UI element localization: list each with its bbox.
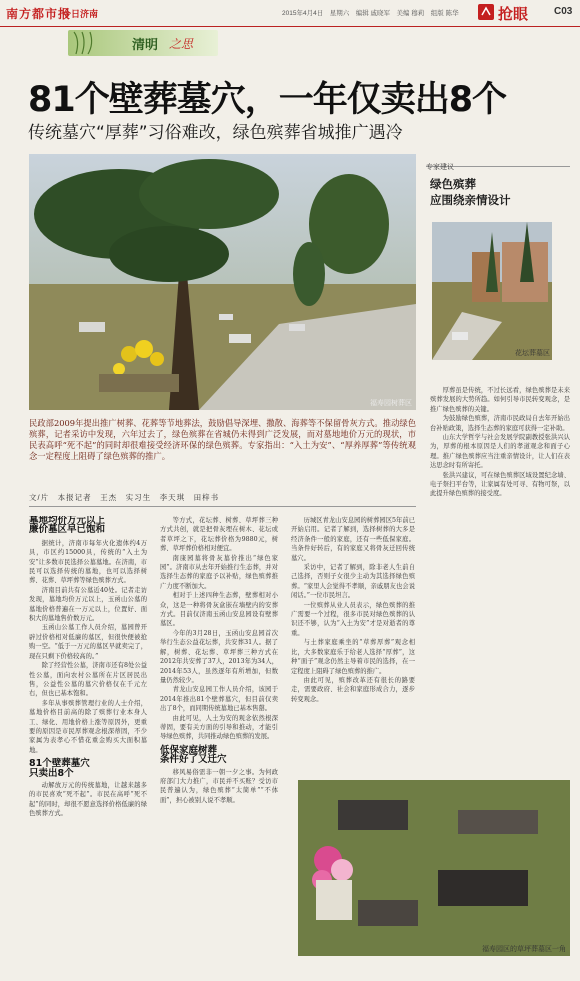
article-column-2: [160, 516, 278, 976]
sidebar-photo: [432, 222, 552, 360]
col1-paragraph: 多年从事殡葬管理行业的人士介绍，墓地价格目前高的除了殡葬行业本身人工、绿化、用地价格上涨等原因外，更重要的原因是市民厚葬观念根深蒂固，不少家属为表孝心不惜花重金购买大面积墓地。: [29, 699, 147, 754]
main-photo-caption: 福寿园树葬区: [370, 400, 412, 407]
divider: [29, 506, 416, 507]
col1-paragraph: 据统计，济南市每年火化遗体约4万具，市区约15000具，传统的“入土为安”让多数市民选择公墓墓地。在济南，市民可以选择传统的墓地，也可以选择树葬、花葬、草坪葬等绿色殡葬方式。: [29, 539, 147, 585]
col2-paragraph: 相对于上述四种生态葬，壁葬相对小众，这是一种将骨灰盒嵌在墙壁内的安葬方式。目前仅济南玉函山安息园设有壁葬墓区。: [160, 592, 278, 628]
col2-paragraph: 青龙山安息园工作人员介绍，该园于2014年推出81个壁葬墓穴，但目前仅卖出了8个，而同期传统墓地已基本售罄。: [160, 686, 278, 713]
section-label: 今日济南: [62, 9, 99, 19]
col2-paragraph: 等方式，花坛葬、树葬、草坪葬三种方式共创，就是把骨灰埋在树木、花坛或者草坪之下，花坛葬价格为9880元，树葬、草坪葬价格相对便宜。: [160, 517, 278, 553]
issue-meta: 2015年4月4日 星期六 编辑 戚晓军 美编 穆莉 组版 陈华: [282, 10, 459, 17]
sidebar-body: [430, 386, 570, 766]
column-label: 抢眼: [498, 6, 529, 23]
sidebar-paragraph: 为鼓励绿色殡葬，济南市民政局自去年开始出台补贴政策，选择生态葬的家庭可获得一定补助。: [430, 415, 570, 432]
lower-photo-caption: 福寿园区的草坪葬墓区一角: [482, 946, 566, 953]
sidebar-paragraph: 张洪兴建议，可在绿色殡葬区域设置纪念墙、电子祭扫平台等，让家属有处可寻、有物可祭，以此提升绿色殡葬的接受度。: [430, 471, 570, 498]
lawn-burial-photo: [298, 780, 570, 956]
newspaper-logo: 南方都市报: [6, 7, 72, 21]
col2-paragraph: 移风易俗需非一朝一夕之事。为何政府部门大力推广，市民并不买账？受访市民普遍认为，绿色殡葬“太简单”“不体面”，担心被别人说不孝顺。: [160, 768, 278, 804]
col2-paragraph: 今年的3月28日，玉函山安息园首次举行生态公益花坛葬，共安葬31人。据了解，树葬、花坛葬、草坪葬三种方式在2012年共安葬了37人，2013年为34人，2014年53人，虽然逐年有所增加，但数量仍然较少。: [160, 629, 278, 684]
col2-paragraph: 南康园墓将骨灰墓价推出“绿色家园”。济南市从去年开始推行生态葬，并对选择生态葬的家庭予以补贴，绿色殡葬推广力度不断加大。: [160, 554, 278, 590]
sidebar-title: [430, 176, 511, 208]
article-column-3: [291, 516, 415, 774]
article-column-1: [29, 516, 147, 976]
col2-heading-2: 条件好了又迁穴: [160, 754, 227, 766]
col3-paragraph: 一位殡葬从业人员表示，绿色殡葬的推广需要一个过程，很多市民对绿色殡葬的认识还不够，认为“入土为安”才是对逝者的尊重。: [291, 601, 415, 637]
lead-paragraph: 民政部2009年提出推广树葬、花葬等节地葬法，鼓励倡导深埋、撒散、海葬等不保留骨灰方式。推动绿色殡葬，记者采访中发现，六年过去了，绿色殡葬在省城仍未得到广泛发展，而对墓地地价万元的现状，市民表高呼“死不起”的同时却很难接受经济环保的绿色殡葬。专家指出：“入土为安”、“厚养厚葬”等传统观念一定程度上阻碍了绿色殡葬的推广。: [29, 418, 416, 461]
col1-heading-2: 廉价墓区早已饱和: [29, 524, 106, 536]
sidebar-tag: [426, 154, 570, 171]
banner-title: 清明: [132, 38, 159, 53]
sidebar-title-line-2: 应围绕亲情设计: [430, 193, 511, 207]
page-number: C03: [554, 6, 573, 17]
byline: 文/片 本报记者 王杰 实习生 李天琪 田梓书: [29, 493, 220, 502]
sidebar-photo-caption: 花坛葬墓区: [515, 350, 550, 357]
col1-heading-4: 只卖出8个: [29, 767, 74, 779]
col2-heading-1: 低保家庭树葬: [160, 744, 218, 756]
col2-paragraph: 由此可见，人土为安的观念依然根深蒂固，要有关方面的引导和推动，才能引导绿色殡葬，共同推动绿色殡葬的发展。: [160, 714, 278, 741]
col1-paragraph: 玉函山公墓工作人员介绍，墓园曾开辟过价格相对低廉的墓区，但很快便被抢购一空。“低于一万元的墓区早就卖完了，现在只剩下价格较高的。”: [29, 624, 147, 660]
col1-heading-1: 墓地均价万元以上: [29, 516, 106, 526]
banner-subtitle: 之思: [169, 37, 194, 51]
col3-paragraph: 采访中，记者了解到，除非老人生前自己选择，否则子女很少主动为其选择绿色殡葬。“家里人会觉得不孝顺，亲戚朋友也会说闲话。”一位市民坦言。: [291, 564, 415, 600]
col3-paragraph: 由此可见，殡葬改革还有很长的路要走，需要政府、社会和家庭形成合力，逐步转变观念。: [291, 676, 415, 703]
headline: 81个壁葬墓穴，一年仅卖出8个: [28, 80, 507, 120]
subheadline: 传统墓穴“厚葬”习俗难改，绿色殡葬省城推广遇冷: [28, 123, 403, 143]
main-photo: [29, 154, 416, 410]
col1-paragraph: 动解放万元的传统墓地，让越来越多的市民喜欢“死不起”。市民在高呼“死不起”的同时，却很不愿意选择价格低廉的绿色殡葬方式。: [29, 781, 147, 818]
col3-paragraph: 历城区青龙山安息园的树葬园区5年前已开始启用。记者了解到，选择树葬的大多是经济条件一般的家庭，还有一些低保家庭。当条件好转后，有的家庭又将骨灰迁回传统墓穴。: [291, 517, 415, 562]
sidebar-paragraph: 山东大学哲学与社会发展学院副教授张洪兴认为，厚葬的根本原因是人们的孝道观念和面子心理。推广绿色殡葬应当注重亲情设计，让人们在表达思念时有所寄托。: [430, 434, 570, 470]
col1-paragraph: 济南目前共有公墓近40处。记者走访发现，墓地均价万元以上，玉函山公墓的墓地价格普遍在一万元以上，位置好、面积大的墓地售价数万元。: [29, 586, 147, 623]
col1-heading-3: 81个壁葬墓穴: [29, 758, 90, 770]
col3-paragraph: 与土葬家庭乘坐的“草葬厚葬”观念相比，大多数家庭乐于给老人选择“厚葬”，这种“面子”观念仍然主导着市民的选择，在一定程度上阻碍了绿色殡葬的推广。: [291, 639, 415, 675]
sidebar-paragraph: 厚葬虽是传统，不过长远看，绿色殡葬是未来殡葬发展的大势所趋。如何引导市民转变观念，是推广绿色殡葬的关键。: [430, 387, 570, 413]
quick-look-icon: [478, 4, 494, 20]
sidebar-title-line-1: 绿色殡葬: [430, 177, 476, 191]
sidebar-tag-label: 专家建议: [426, 164, 454, 171]
willow-icon: [68, 30, 128, 56]
col1-paragraph: 除了经营性公墓，济南市还有8处公益性公墓，面向农村公墓所在片区居民出售，公益性公墓的墓穴价格仅在千元左右，但也已基本饱和。: [29, 662, 147, 698]
